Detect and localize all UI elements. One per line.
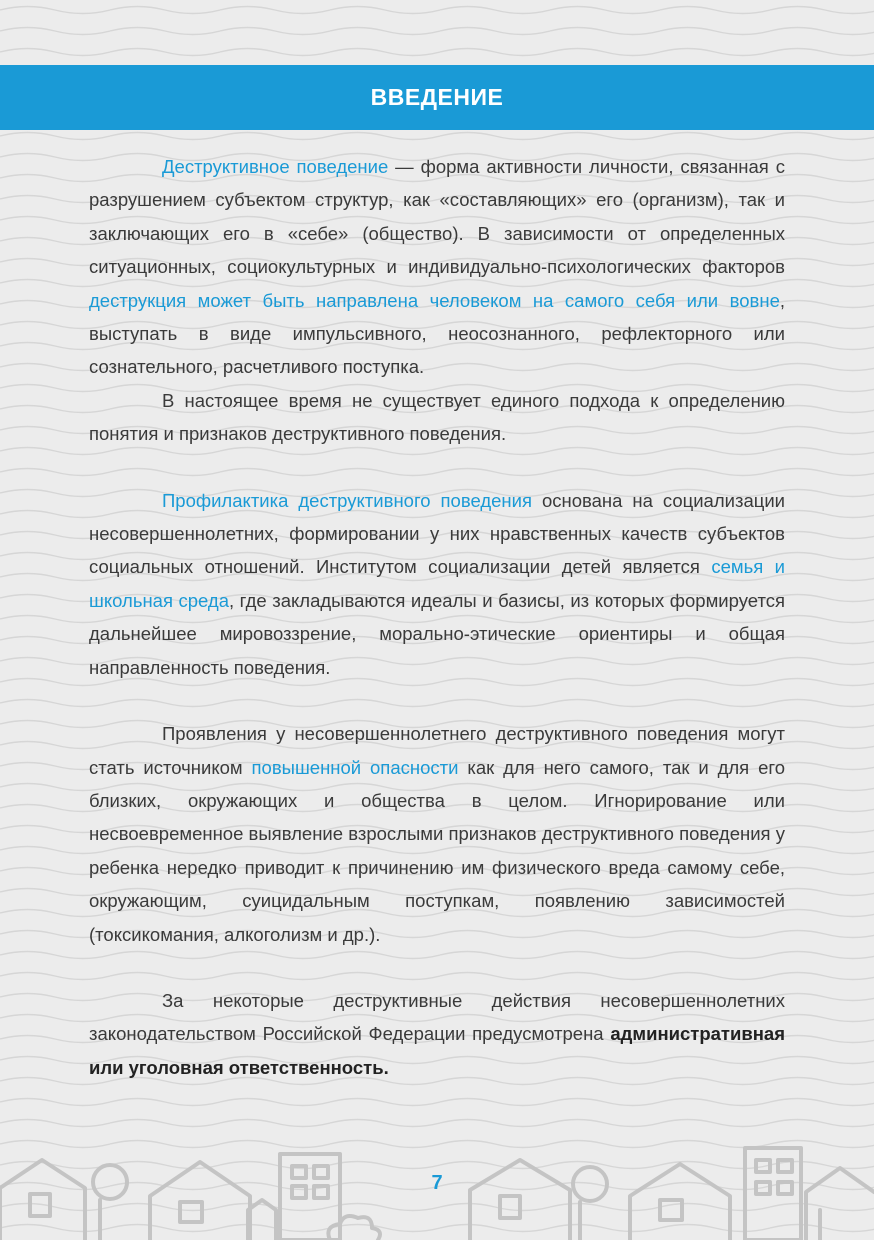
paragraph-responsibility bbox=[89, 984, 785, 1084]
paragraph-definition bbox=[89, 150, 785, 384]
paragraph-text: как для него самого, так и для его близких, окружающих и общества в целом. Игнорирование или несвоевременное выявление взрослыми признаков деструктивного поведения у ребенка нередко приводит к причинению им физического вреда самому себе, окружающим, суицидальным поступкам, появлению зависимостей (токсикомания, алкоголизм и др.). bbox=[89, 756, 785, 945]
bold-phrase: административная или уголовная ответственность. bbox=[89, 1023, 785, 1078]
paragraph-gap bbox=[89, 684, 785, 717]
paragraph-text: За некоторые деструктивные действия несовершеннолетних законодательством Российской Федерации предусмотрена bbox=[89, 989, 785, 1045]
paragraph-text: В настоящее время не существует единого подхода к определению понятия и признаков деструктивного поведения. bbox=[89, 389, 785, 445]
highlight-term: Профилактика деструктивного поведения bbox=[162, 489, 533, 511]
paragraph-text: основана на социализации несовершеннолетних, формировании у них нравственных качеств субъектов социальных отношений. Институтом социализации детей является bbox=[89, 489, 785, 578]
section-title: ВВЕДЕНИЕ bbox=[370, 84, 504, 110]
paragraph-approach bbox=[89, 384, 785, 451]
paragraph-danger bbox=[89, 717, 785, 951]
section-header-bar bbox=[0, 65, 874, 130]
main-text bbox=[89, 150, 785, 1084]
paragraph-prevention bbox=[89, 484, 785, 684]
paragraph-text: , где закладываются идеалы и базисы, из которых формируется дальнейшее мировоззрение, морально-этические ориентиры и общая направленность поведения. bbox=[89, 589, 785, 678]
highlight-phrase: деструкция может быть направлена человеком на самого себя или вовне bbox=[89, 289, 780, 311]
paragraph-gap bbox=[89, 451, 785, 484]
paragraph-text: , выступать в виде импульсивного, неосознанного, рефлекторного или сознательного, расчетливого поступка. bbox=[89, 289, 785, 378]
page-number: 7 bbox=[431, 1172, 443, 1194]
highlight-phrase: повышенной опасности bbox=[251, 756, 459, 778]
paragraph-gap bbox=[89, 951, 785, 984]
paragraph-text: Проявления у несовершеннолетнего деструктивного поведения могут стать источником bbox=[89, 723, 785, 778]
highlight-phrase: семья и школьная среда bbox=[89, 556, 785, 611]
highlight-term: Деструктивное поведение bbox=[162, 156, 389, 177]
paragraph-text: — форма активности личности, связанная с разрушением субъектом структур, как «составляющих» его (организм), так и заключающих его в «себе» (общество). В зависимости от определенных ситуационных, социокультурных и индивидуально-психологических факторов bbox=[89, 156, 785, 278]
